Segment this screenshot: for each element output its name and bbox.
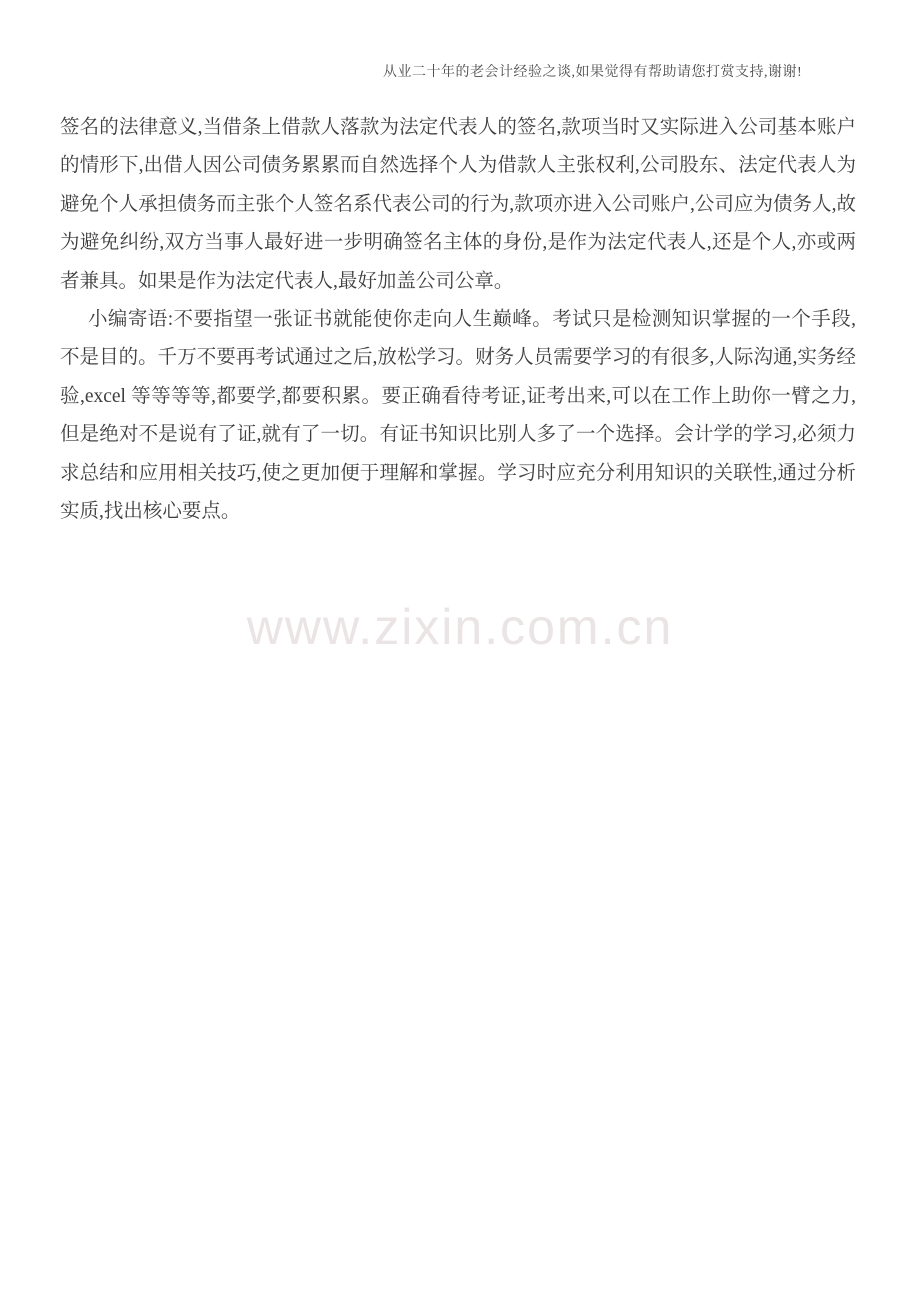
document-body	[60, 109, 856, 531]
site-watermark: www.zixin.com.cn	[246, 599, 674, 655]
paragraph-signature-legal-meaning: 签名的法律意义,当借条上借款人落款为法定代表人的签名,款项当时又实际进入公司基本账户的情形下,出借人因公司债务累累而自然选择个人为借款人主张权利,公司股东、法定代表人为避免个人承担债务而主张个人签名系代表公司的行为,款项亦进入公司账户,公司应为债务人,故为避免纠纷,双方当事人最好进一步明确签名主体的身份,是作为法定代表人,还是个人,亦或两者兼具。如果是作为法定代表人,最好加盖公司公章。	[60, 117, 856, 292]
page-header-note: 从业二十年的老会计经验之谈,如果觉得有帮助请您打赏支持,谢谢!	[383, 65, 803, 80]
paragraph-editor-note: 小编寄语:不要指望一张证书就能使你走向人生巅峰。考试只是检测知识掌握的一个手段,不是目的。千万不要再考试通过之后,放松学习。财务人员需要学习的有很多,人际沟通,实务经验,excel 等等等等,都要学,都要积累。要正确看待考证,证考出来,可以在工作上助你一臂之力,但是绝对不是说有了证,就有了一切。有证书知识比别人多了一个选择。会计学的学习,必须力求总结和应用相关技巧,使之更加便于理解和掌握。学习时应充分利用知识的关联性,通过分析实质,找出核心要点。	[60, 309, 856, 523]
